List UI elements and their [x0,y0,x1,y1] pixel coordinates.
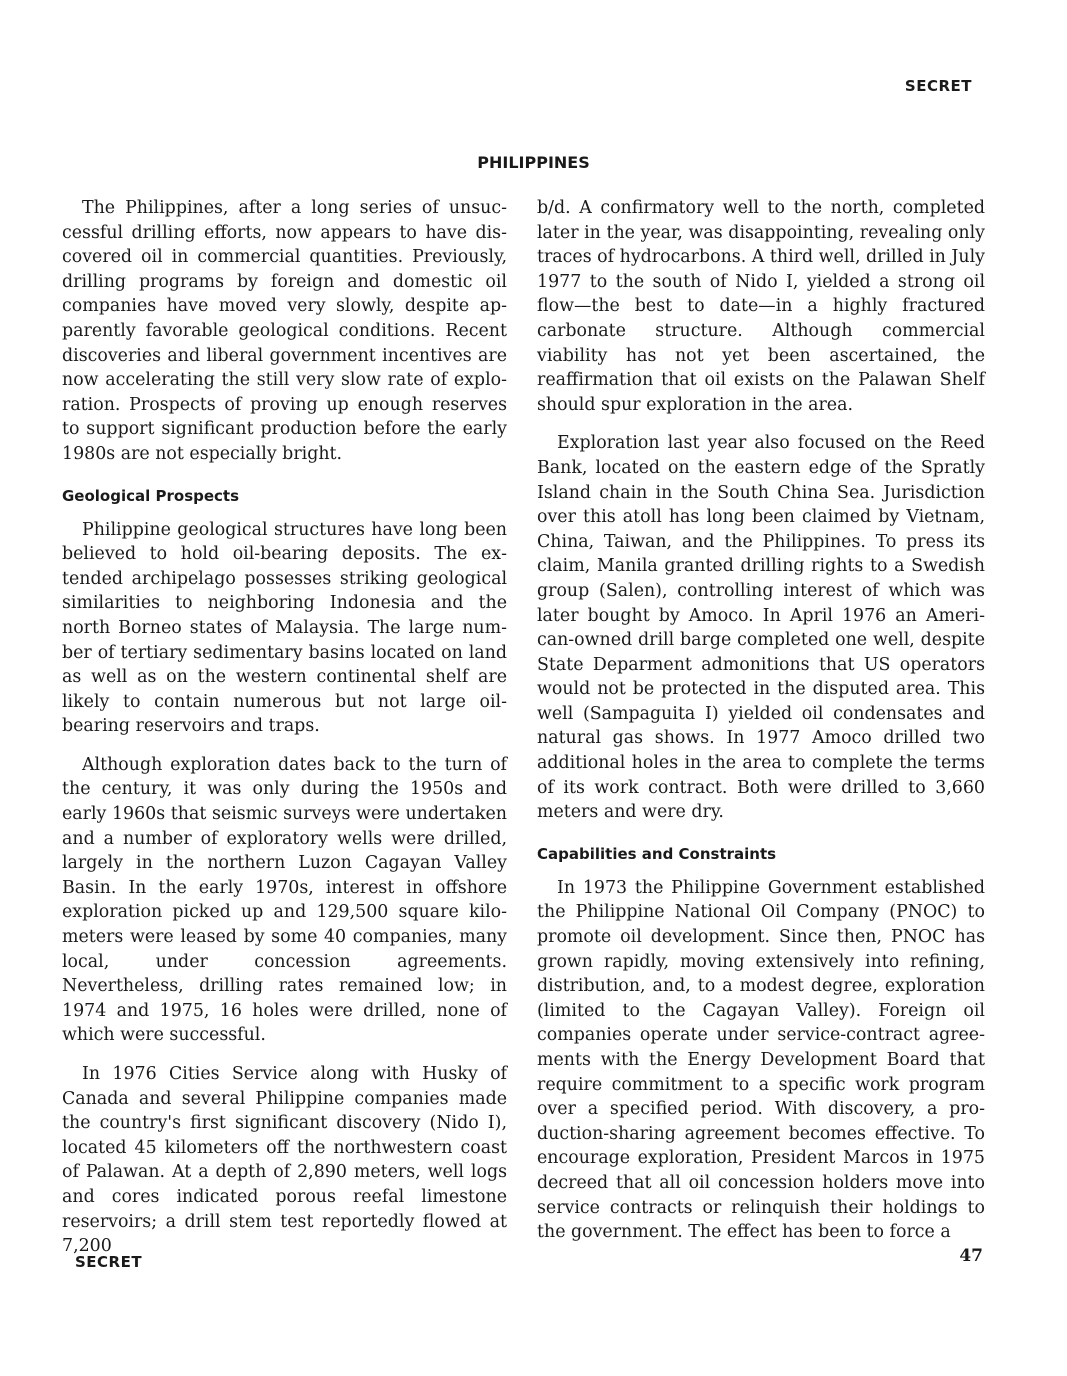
right-column [537,196,985,1259]
page-title: PHILIPPINES [477,153,590,172]
paragraph: In 1973 the Philippine Government established the Philippine National Oil Company (PNOC) to promote oil development. Since then, PNOC has grown rapidly, moving extensively into refining, distribution, and, to a modest degree, exploration (limited to the Cagayan Valley). Foreign oil companies operate under service-contract agreements with the Energy Development Board that require commitment to a specific work program over a specified period. With discovery, a production-sharing agreement becomes effective. To encourage exploration, President Marcos in 1975 decreed that all oil concession holders move into service contracts or relinquish their holdings to the government. The effect has been to force a [537,877,985,1243]
left-column [62,196,507,1273]
section-heading: Capabilities and Constraints [537,844,777,863]
paragraph: The Philippines, after a long series of unsuccessful drilling efforts, now appears to have discovered oil in commercial quantities. Previously, drilling programs by foreign and domestic oil companies have moved very slowly, despite apparently favorable geological conditions. Recent discoveries and liberal government incentives are now accelerating the still very slow rate of exploration. Prospects of proving up enough reserves to support significant production before the early 1980s are not especially bright. [62,198,507,464]
page-number: 47 [959,1246,983,1266]
paragraph: Exploration last year also focused on the Reed Bank, located on the eastern edge of the Spratly Island chain in the South China Sea. Jurisdiction over this atoll has long been claimed by Vietnam, China, Taiwan, and the Philippines. To press its claim, Manila granted drilling rights to a Swedish group (Salen), controlling interest of which was later bought by Amoco. In April 1976 an American-owned drill barge completed one well, despite State Deparment admonitions that US operators would not be protected in the disputed area. This well (Sampaguita I) yielded oil condensates and natural gas shows. In 1977 Amoco drilled two additional holes in the area to complete the terms of its work contract. Both were drilled to 3,660 meters and were dry. [537,433,985,823]
section-heading: Geological Prospects [62,486,240,505]
paragraph: Although exploration dates back to the turn of the century, it was only during the 1950s and early 1960s that seismic surveys were undertaken and a number of exploratory wells were drilled, largely in the northern Luzon Cagayan Valley Basin. In the early 1970s, interest in offshore exploration picked up and 129,500 square kilometers were leased by some 40 companies, many local, under concession agreements. Nevertheless, drilling rates remained low; in 1974 and 1975, 16 holes were drilled, none of which were successful. [62,754,507,1046]
paragraph: b/d. A confirmatory well to the north, completed later in the year, was disappointing, revealing only traces of hydrocarbons. A third well, drilled in July 1977 to the south of Nido I, yielded a strong oil flow—the best to date—in a highly fractured carbonate structure. Although commercial viability has not yet been ascertained, the reaffirmation that oil exists on the Palawan Shelf should spur exploration in the area. [537,198,985,415]
paragraph: In 1976 Cities Service along with Husky of Canada and several Philippine companies made the country's first significant discovery (Nido I), located 45 kilometers off the northwestern coast of Palawan. At a depth of 2,890 meters, well logs and cores indicated porous reefal limestone reservoirs; a drill stem test reportedly flowed at 7,200 [62,1064,507,1257]
classification-marking-top: SECRET [904,77,972,95]
classification-marking-bottom: SECRET [75,1253,143,1271]
paragraph: Philippine geological structures have long been believed to hold oil-bearing deposits. The extended archipelago possesses striking geological similarities to neighboring Indonesia and the north Borneo states of Malaysia. The large number of tertiary sedimentary basins located on land as well as on the western continental shelf are likely to contain numerous but not large oil-bearing reservoirs and traps. [62,519,507,737]
